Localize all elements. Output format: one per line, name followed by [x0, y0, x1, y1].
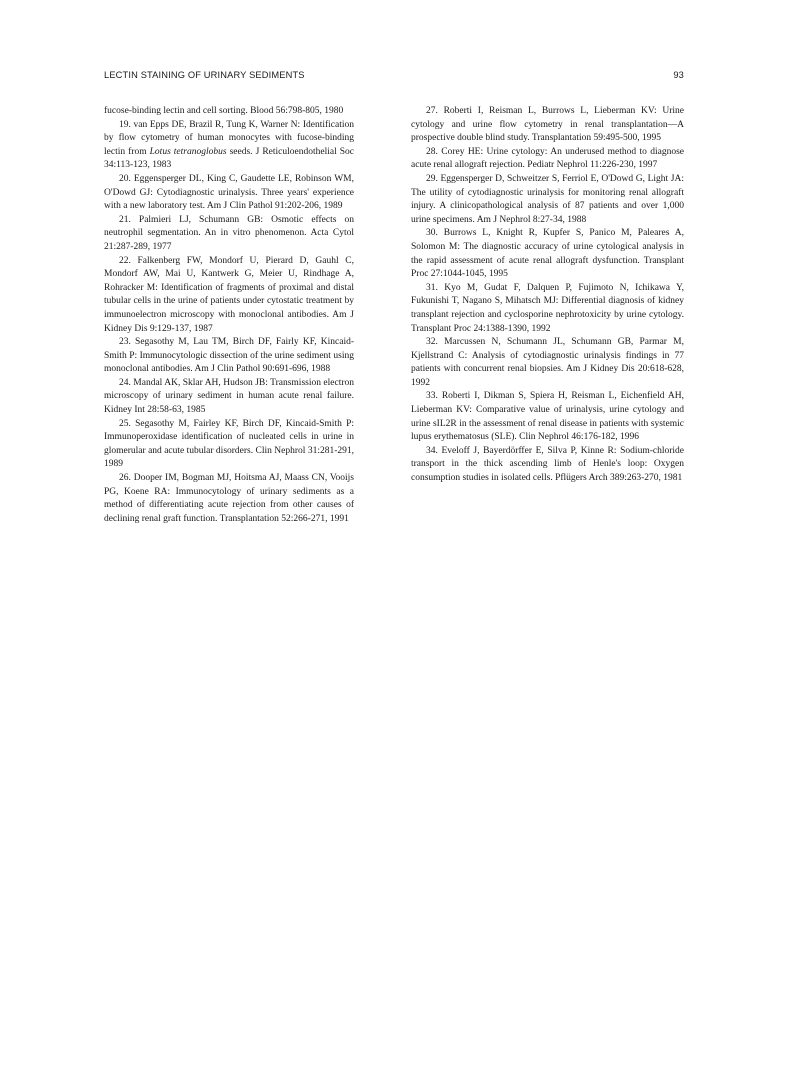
reference-23: 23. Segasothy M, Lau TM, Birch DF, Fairly KF, Kincaid-Smith P: Immunocytologic dissection of the urine sediment using monoclonal antibodies. Am J Clin Pathol 90:691-696, 1988 [104, 337, 354, 375]
reference-20: 20. Eggensperger DL, King C, Gaudette LE, Robinson WM, O'Dowd GJ: Cytodiagnostic urinalysis. Three years' experience with a new laboratory test. Am J Clin Pathol 91:202-206, 1989 [104, 173, 354, 212]
reference-24: 24. Mandal AK, Sklar AH, Hudson JB: Transmission electron microscopy of urinary sediment in human acute renal failure. Kidney Int 28:58-63, 1985 [104, 377, 354, 416]
reference-19-text-end: seeds. J Reticuloendothelial Soc 34:113-123, 1983 [104, 146, 354, 171]
reference-19-text: 19. van Epps DE, Brazil R, Tung K, Warner N: Identification by flow cytometry of human monocytes with fucose-binding lectin from [104, 119, 354, 157]
running-title: LECTIN STAINING OF URINARY SEDIMENTS [104, 70, 305, 80]
reference-33: 33. Roberti I, Dikman S, Spiera H, Reisman L, Eichenfield AH, Lieberman KV: Comparative value of urinalysis, urine cytology and urine sIL2R in the assessment of renal disease in patients with systemic lupus erythematosus (SLE). Clin Nephrol 46:176-182, 1996 [411, 391, 684, 443]
running-head [104, 70, 684, 84]
reference-19-species: Lotus tetranoglobus [149, 146, 227, 157]
reference-29: 29. Eggensperger D, Schweitzer S, Ferriol E, O'Dowd G, Light JA: The utility of cytodiagnostic urinalysis for monitoring renal allograft injury. A clinicopathological analysis of 87 patients and over 1,000 urine specimens. Am J Nephrol 8:27-34, 1988 [411, 173, 684, 225]
reference-22: 22. Falkenberg FW, Mondorf U, Pierard D, Gauhl C, Mondorf AW, Mai U, Kantwerk G, Meier U, Rindhage A, Rohracker M: Identification of fragments of proximal and distal tubular cells in the urine of patients under cytostatic treatment by immunoelectron microscopy with monoclonal antibodies. Am J Kidney Dis 9:129-137, 1987 [104, 255, 354, 334]
references-right-column [411, 105, 684, 486]
reference-26: 26. Dooper IM, Bogman MJ, Hoitsma AJ, Maass CN, Vooijs PG, Koene RA: Immunocytology of urinary sediments as a method of differentiating acute rejection from other causes of declining renal graft function. Transplantation 52:266-271, 1991 [104, 473, 354, 524]
reference-19 [104, 119, 354, 173]
reference-28: 28. Corey HE: Urine cytology: An underused method to diagnose acute renal allograft rejection. Pediatr Nephrol 11:226-230, 1997 [411, 146, 684, 171]
reference-25: 25. Segasothy M, Fairley KF, Birch DF, Kincaid-Smith P: Immunoperoxidase identification of nucleated cells in urine in glomerular and acute tubular disorders. Clin Nephrol 31:281-291, 1989 [104, 418, 354, 470]
reference-30: 30. Burrows L, Knight R, Kupfer S, Panico M, Paleares A, Solomon M: The diagnostic accuracy of urine cytological analysis in the rapid assessment of acute renal allograft dysfunction. Transplant Proc 27:1044-1045, 1995 [411, 228, 684, 280]
reference-31: 31. Kyo M, Gudat F, Dalquen P, Fujimoto N, Ichikawa Y, Fukunishi T, Nagano S, Mihatsch MJ: Differential diagnosis of kidney transplant rejection and cyclosporine nephrotoxicity by urine cytology. Transplant Proc 24:1388-1390, 1992 [411, 282, 684, 334]
references-left-column [104, 105, 354, 526]
reference-34: 34. Eveloff J, Bayerdörffer E, Silva P, Kinne R: Sodium-chloride transport in the thick ascending limb of Henle's loop: Oxygen consumption studies in isolated cells. Pflügers Arch 389:263-270, 1981 [411, 445, 684, 484]
page-number: 93 [673, 70, 684, 80]
reference-continuation: fucose-binding lectin and cell sorting. Blood 56:798-805, 1980 [104, 106, 344, 116]
reference-21: 21. Palmieri LJ, Schumann GB: Osmotic effects on neutrophil segmentation. An in vitro phenomenon. Acta Cytol 21:287-289, 1977 [104, 214, 354, 252]
reference-27: 27. Roberti I, Reisman L, Burrows L, Lieberman KV: Urine cytology and urine flow cytometry in renal transplantation—A prospective double blind study. Transplantation 59:495-500, 1995 [411, 106, 684, 144]
reference-32: 32. Marcussen N, Schumann JL, Schumann GB, Parmar M, Kjellstrand C: Analysis of cytodiagnostic urinalysis findings in 77 patients with concurrent renal biopsies. Am J Kidney Dis 20:618-628, 1992 [411, 337, 684, 388]
